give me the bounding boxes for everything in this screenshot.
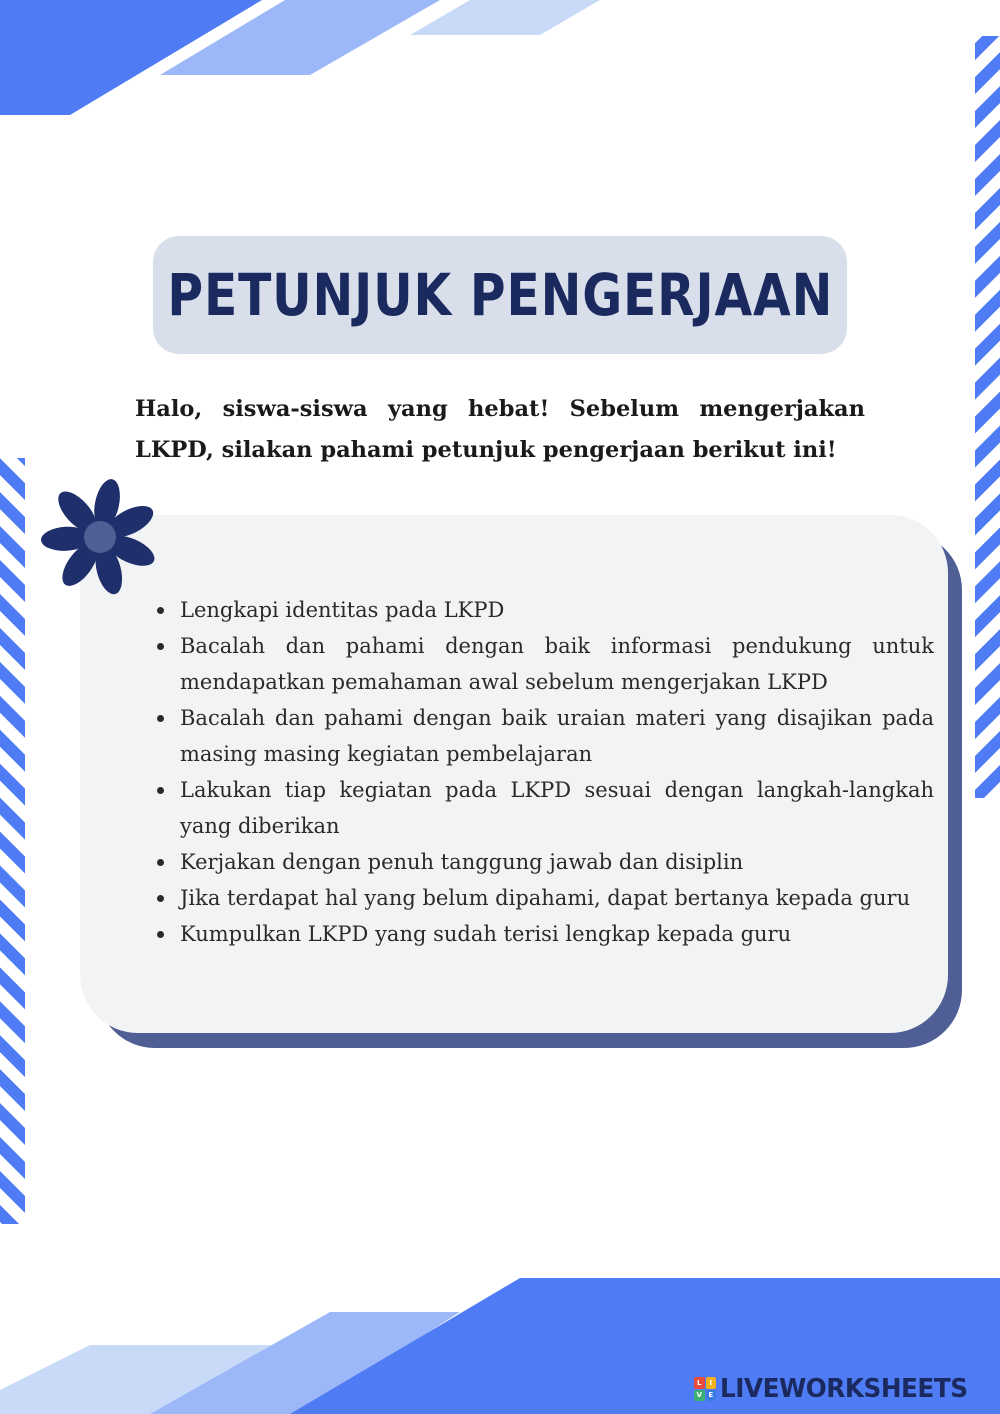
liveworksheets-logo bbox=[694, 1372, 981, 1406]
list-item: Lengkapi identitas pada LKPD bbox=[180, 592, 934, 628]
flower-icon bbox=[36, 476, 164, 598]
title-banner bbox=[153, 236, 847, 354]
logo-text: LIVEWORKSHEETS bbox=[720, 1374, 968, 1404]
list-item: Kerjakan dengan penuh tanggung jawab dan disiplin bbox=[180, 844, 934, 880]
list-item: Bacalah dan pahami dengan baik uraian materi yang disajikan pada masing masing kegiatan pembelajaran bbox=[180, 700, 934, 772]
list-item: Bacalah dan pahami dengan baik informasi pendukung untuk mendapatkan pemahaman awal sebelum mengerjakan LKPD bbox=[180, 628, 934, 700]
intro-text: Halo, siswa-siswa yang hebat! Sebelum mengerjakan LKPD, silakan pahami petunjuk pengerjaan berikut ini! bbox=[135, 395, 865, 463]
page-title: PETUNJUK PENGERJAAN bbox=[167, 261, 833, 329]
list-item: Lakukan tiap kegiatan pada LKPD sesuai dengan langkah-langkah yang diberikan bbox=[180, 772, 934, 844]
list-item: Kumpulkan LKPD yang sudah terisi lengkap kepada guru bbox=[180, 916, 934, 952]
instruction-list bbox=[180, 592, 934, 952]
logo-mark-icon: L I V E bbox=[694, 1377, 716, 1401]
right-stripe-strip bbox=[975, 36, 1000, 798]
left-stripe-strip bbox=[0, 458, 25, 1224]
top-left-bands bbox=[0, 0, 600, 115]
list-item: Jika terdapat hal yang belum dipahami, dapat bertanya kepada guru bbox=[180, 880, 934, 916]
